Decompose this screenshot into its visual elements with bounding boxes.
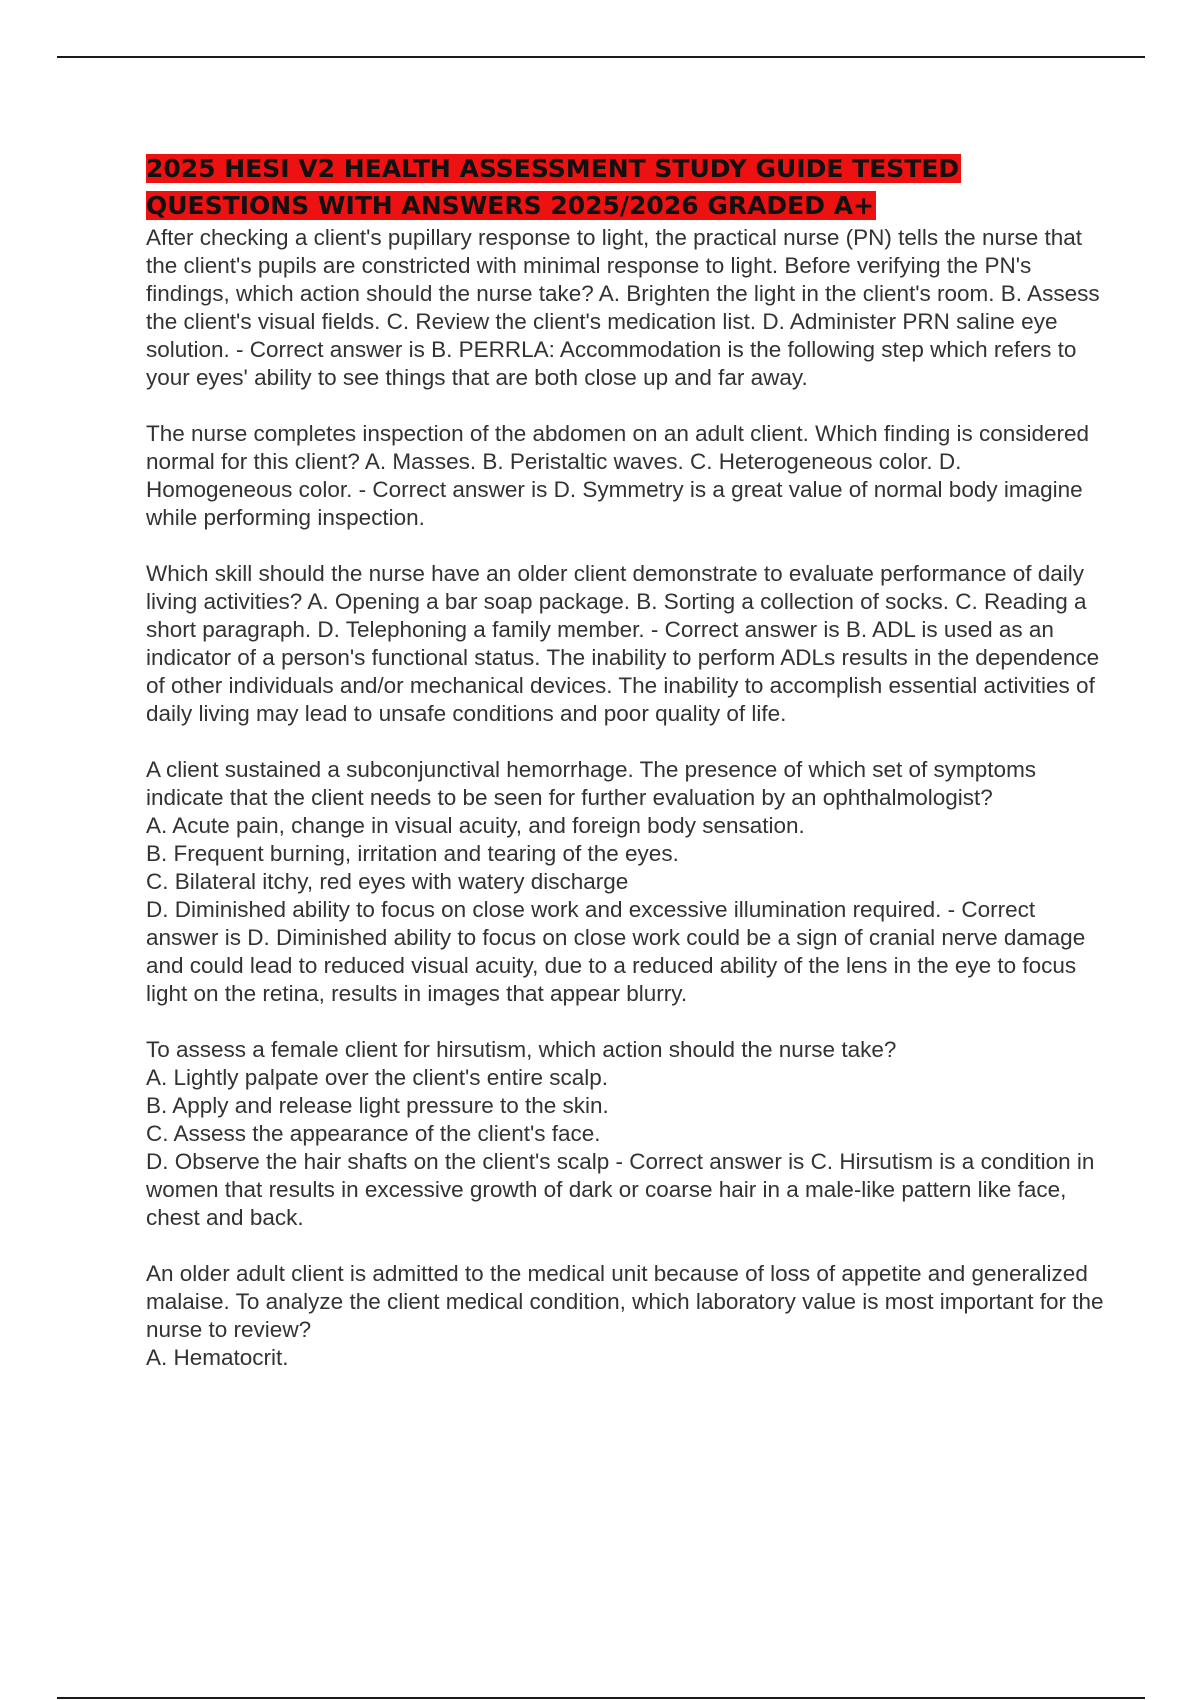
document-title: 2025 HESI V2 HEALTH ASSESSMENT STUDY GUIDE TESTED QUESTIONS WITH ANSWERS 2025/2026 GRADED A+: [146, 154, 960, 220]
question-4-option-a: A. Acute pain, change in visual acuity, and foreign body sensation.: [146, 813, 805, 838]
question-4-option-b: B. Frequent burning, irritation and tearing of the eyes.: [146, 841, 679, 866]
question-3-text: Which skill should the nurse have an older client demonstrate to evaluate performance of daily living activities? A. Opening a bar soap package. B. Sorting a collection of socks. C. Reading a short paragraph. D. Telephoning a family member. - Correct answer is B. ADL is used as an indicator of a person's functional status. The inability to perform ADLs results in the dependence of other individuals and/or mechanical devices. The inability to accomplish essential activities of daily living may lead to unsafe conditions and poor quality of life.: [146, 561, 1100, 726]
question-3: [146, 560, 1106, 728]
question-5-option-c: C. Assess the appearance of the client's face.: [146, 1121, 601, 1146]
question-4: [146, 756, 1106, 1008]
question-5: [146, 1036, 1106, 1232]
question-2: [146, 420, 1106, 532]
question-6-stem: An older adult client is admitted to the medical unit because of loss of appetite and generalized malaise. To analyze the client medical condition, which laboratory value is most important for the nurse to review?: [146, 1261, 1104, 1342]
question-6-option-a: A. Hematocrit.: [146, 1345, 289, 1370]
question-2-text: The nurse completes inspection of the abdomen on an adult client. Which finding is considered normal for this client? A. Masses. B. Peristaltic waves. C. Heterogeneous color. D. Homogeneous color. - Correct answer is D. Symmetry is a great value of normal body imagine while performing inspection.: [146, 421, 1090, 530]
question-1-text: After checking a client's pupillary response to light, the practical nurse (PN) tells the nurse that the client's pupils are constricted with minimal response to light. Before verifying the PN's findings, which action should the nurse take? A. Brighten the light in the client's room. B. Assess the client's visual fields. C. Review the client's medication list. D. Administer PRN saline eye solution. - Correct answer is B. PERRLA: Accommodation is the following step which refers to your eyes' ability to see things that are both close up and far away.: [146, 225, 1100, 390]
question-4-stem: A client sustained a subconjunctival hemorrhage. The presence of which set of symptoms indicate that the client needs to be seen for further evaluation by an ophthalmologist?: [146, 757, 1037, 810]
question-4-option-c: C. Bilateral itchy, red eyes with watery discharge: [146, 869, 629, 894]
question-5-option-a: A. Lightly palpate over the client's entire scalp.: [146, 1065, 609, 1090]
header-rule: [57, 56, 1145, 58]
question-6: [146, 1260, 1106, 1372]
question-4-option-d: D. Diminished ability to focus on close work and excessive illumination required. - Correct answer is D. Diminished ability to focus on close work could be a sign of cranial nerve damage and could lead to reduced visual acuity, due to a reduced ability of the lens in the eye to focus light on the retina, results in images that appear blurry.: [146, 897, 1086, 1006]
question-5-stem: To assess a female client for hirsutism, which action should the nurse take?: [146, 1037, 897, 1062]
question-1: [146, 224, 1106, 392]
question-5-option-d: D. Observe the hair shafts on the client's scalp - Correct answer is C. Hirsutism is a condition in women that results in excessive growth of dark or coarse hair in a male-like pattern like face, chest and back.: [146, 1149, 1095, 1230]
footer-rule: [57, 1697, 1145, 1699]
document-body: [146, 150, 1106, 1372]
question-5-option-b: B. Apply and release light pressure to the skin.: [146, 1093, 609, 1118]
